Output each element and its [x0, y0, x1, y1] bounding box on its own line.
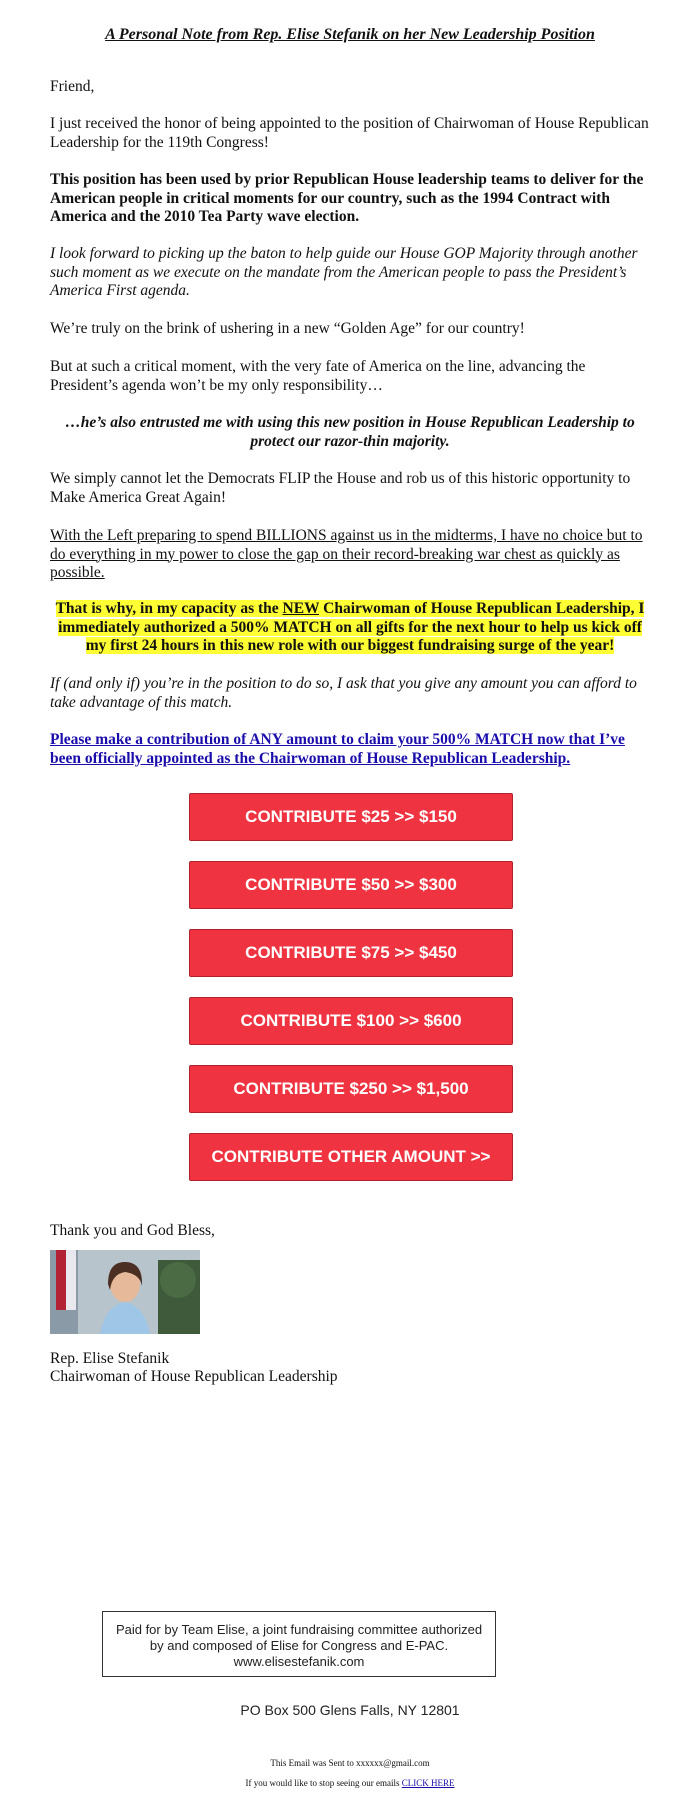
sent-to-notice: This Email was Sent to xxxxxx@gmail.com — [270, 1758, 430, 1768]
paragraph-appointment: I just received the honor of being appointed to the position of Chairwoman of House Republican Leadership for the 119th Congress! — [50, 115, 649, 151]
mailing-address: PO Box 500 Glens Falls, NY 12801 — [240, 1702, 460, 1718]
paragraph-golden-age: We’re truly on the brink of ushering in a new “Golden Age” for our country! — [50, 320, 525, 337]
contribute-other-button[interactable]: CONTRIBUTE OTHER AMOUNT >> — [189, 1133, 513, 1181]
paragraph-history: This position has been used by prior Republican House leadership teams to deliver for the American people in critical moments for our country, such as the 1994 Contract with America and the 2010 Tea Party wave election. — [50, 171, 644, 225]
cta-paragraph — [50, 731, 650, 768]
signoff: Thank you and God Bless, — [50, 1222, 215, 1239]
highlight-before: That is why, in my capacity as the — [55, 600, 283, 617]
paragraph-critical-moment: But at such a critical moment, with the very fate of America on the line, advancing the President’s agenda won’t be my only responsibility… — [50, 358, 586, 394]
unsubscribe-link[interactable]: CLICK HERE — [401, 1778, 455, 1788]
paragraph-majority: …he’s also entrusted me with using this new position in House Republican Leadership to protect our razor-thin majority. — [65, 414, 635, 450]
signature-title: Chairwoman of House Republican Leadership — [50, 1368, 338, 1385]
contribute-75-button[interactable]: CONTRIBUTE $75 >> $450 — [189, 929, 513, 977]
contribute-link[interactable]: Please make a contribution of ANY amount to claim your 500% MATCH now that I’ve been officially appointed as the Chairwoman of House Republican Leadership. — [50, 731, 625, 767]
unsubscribe-line — [50, 1778, 650, 1788]
paragraph-baton: I look forward to picking up the baton to help guide our House GOP Majority through another such moment as we execute on the mandate from the American people to pass the President’s America First agenda. — [50, 245, 638, 299]
contribute-25-button[interactable]: CONTRIBUTE $25 >> $150 — [189, 793, 513, 841]
paid-for-disclaimer: Paid for by Team Elise, a joint fundraising committee authorized by and composed of Elise for Congress and E-PAC. www.elisestefanik.com — [102, 1611, 496, 1677]
paragraph-billions: With the Left preparing to spend BILLIONS against us in the midterms, I have no choice but to do everything in my power to close the gap on their record-breaking war chest as quickly as possible. — [50, 527, 643, 581]
portrait-image — [50, 1250, 200, 1334]
contribute-100-button[interactable]: CONTRIBUTE $100 >> $600 — [189, 997, 513, 1045]
contribute-50-button[interactable]: CONTRIBUTE $50 >> $300 — [189, 861, 513, 909]
paragraph-if-only: If (and only if) you’re in the position to do so, I ask that you give any amount you can afford to take advantage of this match. — [50, 675, 637, 711]
portrait-photo — [50, 1250, 200, 1334]
paragraph-flip: We simply cannot let the Democrats FLIP the House and rob us of this historic opportunity to Make America Great Again! — [50, 470, 631, 506]
contribute-250-button[interactable]: CONTRIBUTE $250 >> $1,500 — [189, 1065, 513, 1113]
unsubscribe-text: If you would like to stop seeing our emails — [245, 1778, 402, 1788]
highlight-paragraph — [50, 600, 650, 656]
highlight-after: Chairwoman of House Republican Leadership, I immediately authorized a 500% MATCH on all gifts for the next hour to help us kick off my first 24 hours in this new role with our biggest fundraising surge of the year! — [58, 600, 645, 654]
headline: A Personal Note from Rep. Elise Stefanik on her New Leadership Position — [105, 26, 595, 43]
highlight-new: NEW — [282, 600, 320, 617]
signature-name: Rep. Elise Stefanik — [50, 1350, 170, 1367]
greeting: Friend, — [50, 78, 95, 95]
